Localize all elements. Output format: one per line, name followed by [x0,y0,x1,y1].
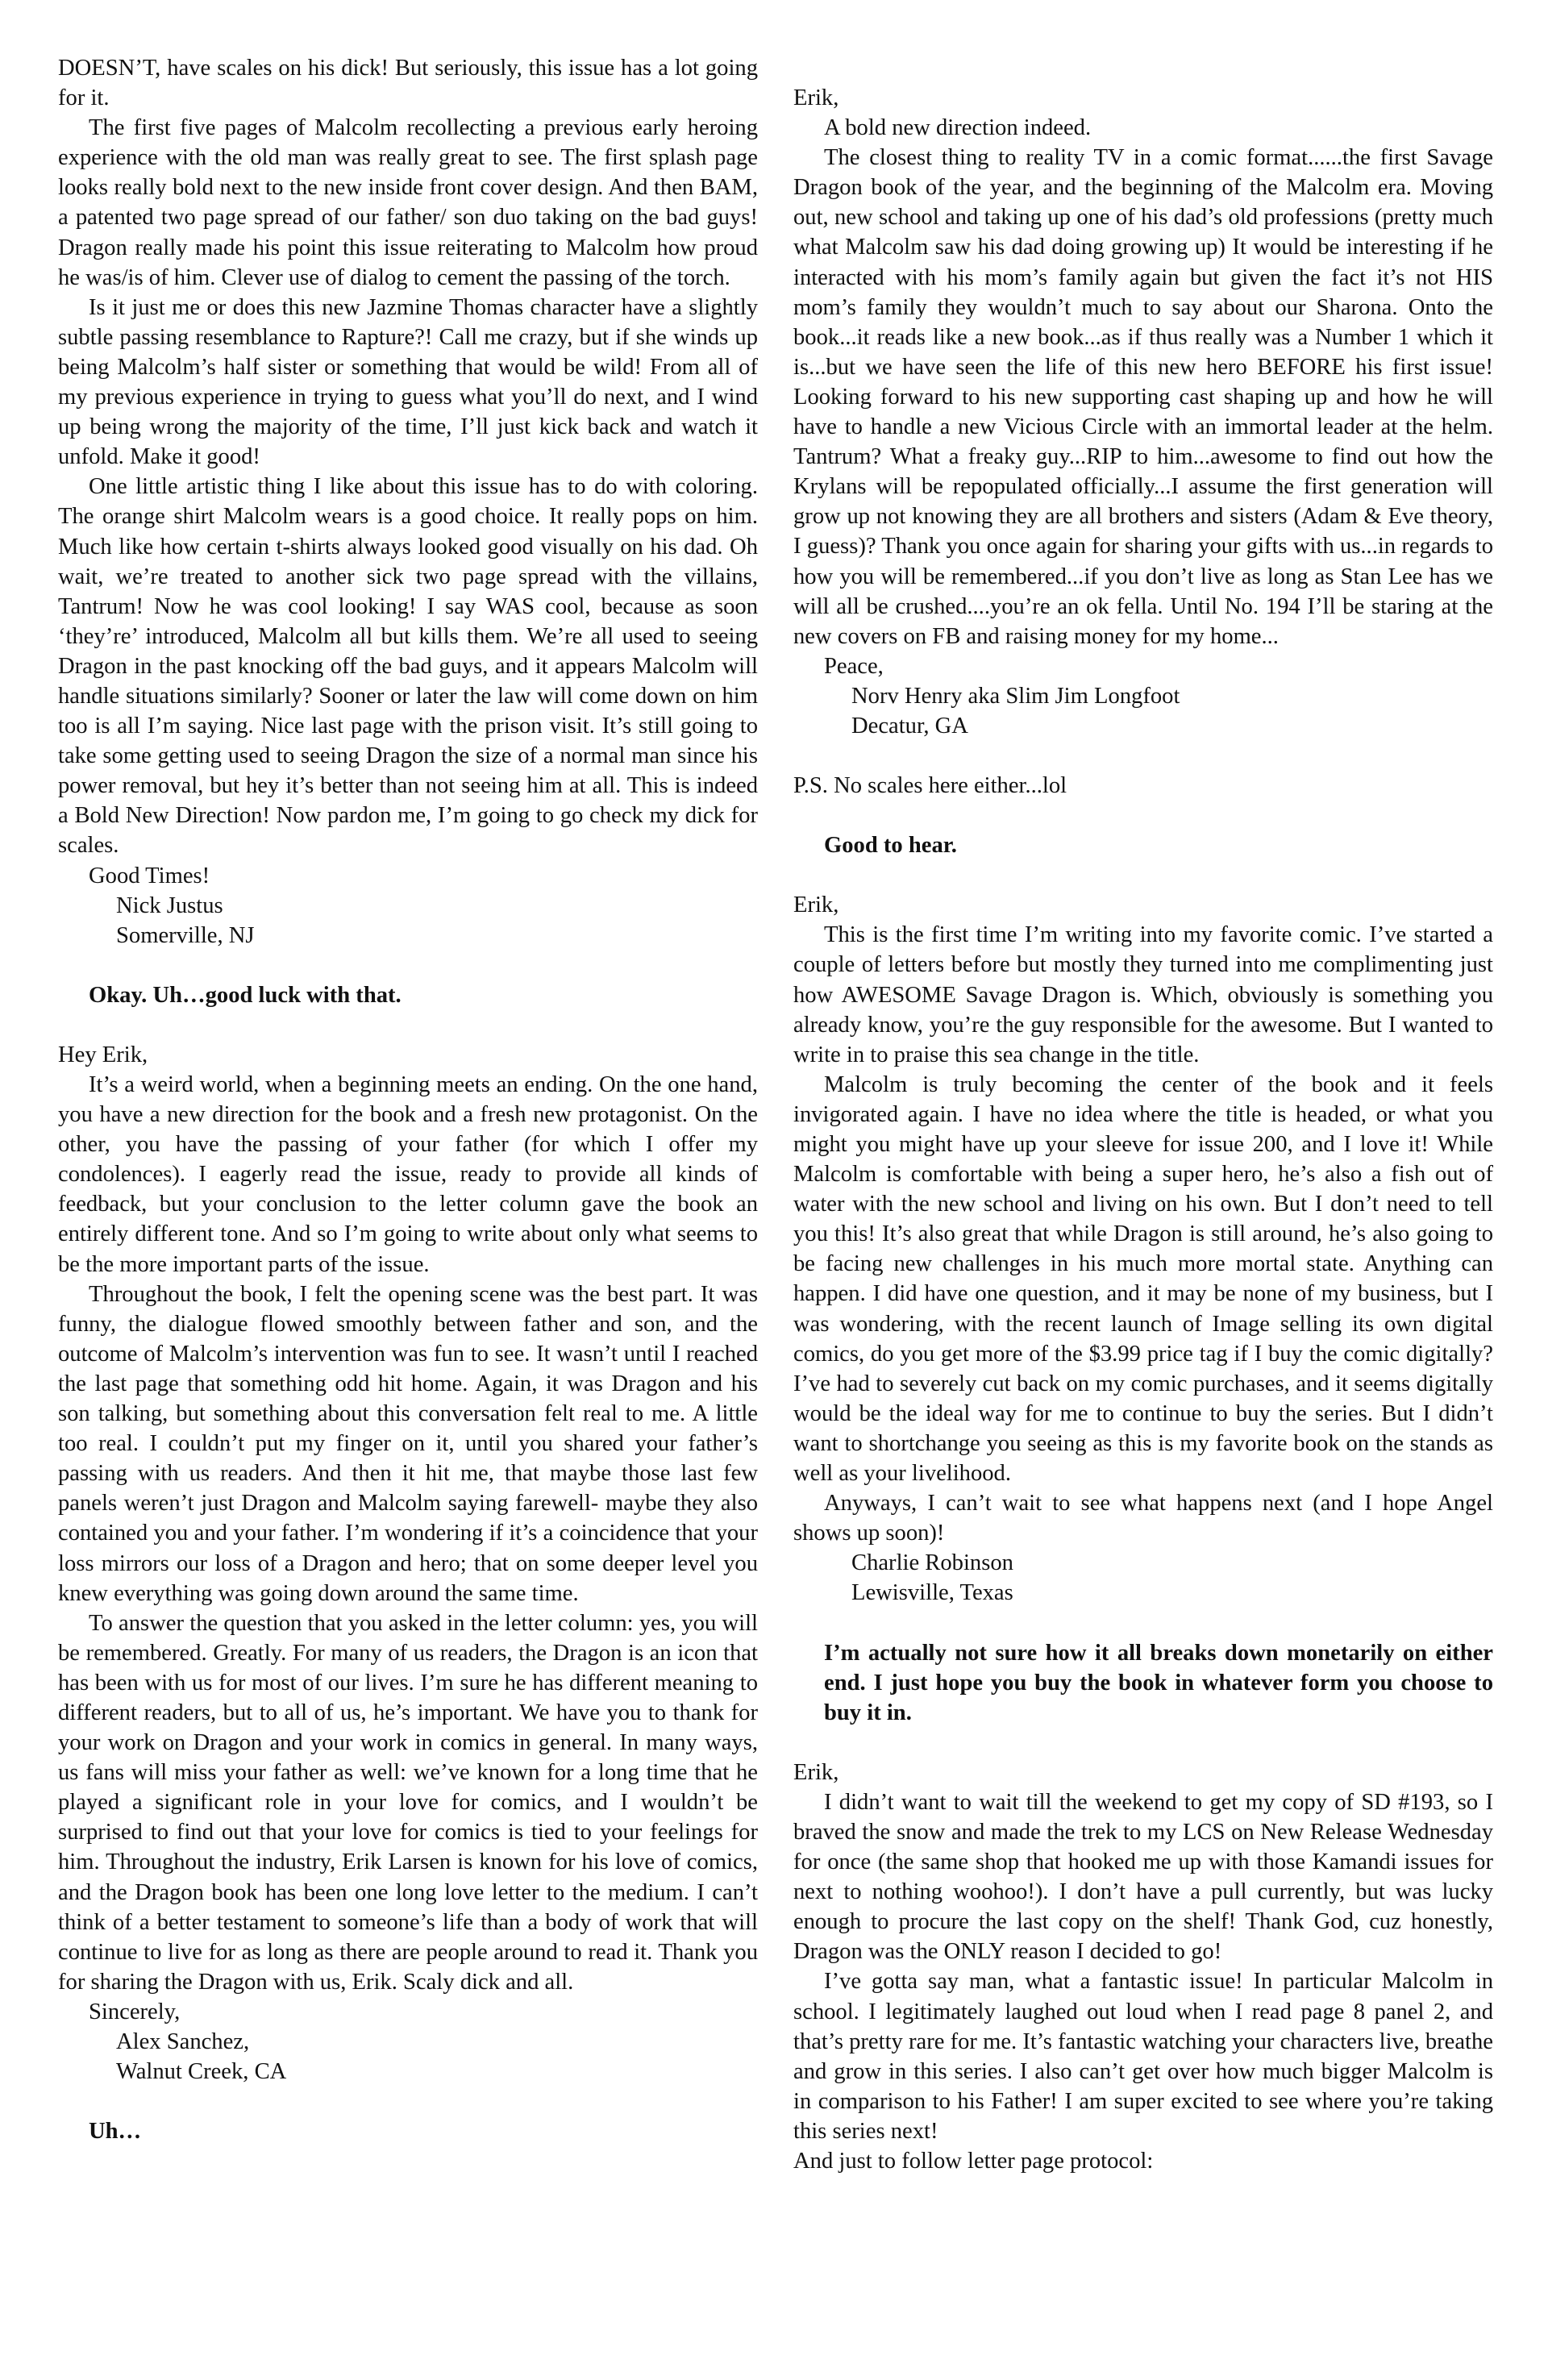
letter-salutation: Erik, [793,85,839,110]
letter-salutation: Erik, [793,892,839,918]
letter-paragraph: One little artistic thing I like about this issue has to do with coloring. The orange shirt Malcolm wears is a good choice. It really pops on him. Much like how certain t-shirts always looked good visually on his dad. Oh wait, we’re treated to another sick two page spread with the villains, Tantrum! Now he was cool looking! I say WAS cool, because as soon ‘they’re’ introduced, Malcolm all but kills them. We’re all used to seeing Dragon in the past knocking off the bad guys, and it appears Malcolm will handle situations similarly? Sooner or later the law will come down on him too is all I’m saying. Nice last page with the prison visit. It’s still going to take some getting used to seeing Dragon the size of a normal man since his power removal, but hey it’s better than not seeing him at all. This is indeed a Bold New Direction! Now pardon me, I’m going to go check my dick for scales. [58,474,758,859]
right-column [793,53,1493,2351]
signature-name: Charlie Robinson [851,1550,1013,1576]
signature-location: Somerville, NJ [116,922,255,948]
letter-paragraph: Throughout the book, I felt the opening scene was the best part. It was funny, the dialogue flowed smoothly between father and son, and the outcome of Malcolm’s intervention was fun to see. It wasn’t until I reached the last page that something odd hit home. Again, it was Dragon and his son talking, but something about this conversation felt real to me. A little too real. I couldn’t put my finger on it, until you shared your father’s passing with us readers. And then it hit me, that maybe those last few panels weren’t just Dragon and Malcolm saying farewell- maybe they also contained you and your father. I’m wondering if it’s a coincidence that your loss mirrors our loss of a Dragon and hero; that on some deeper level you knew everything was going down around the same time. [58,1281,758,1606]
letter-salutation: Erik, [793,1759,839,1785]
letter-paragraph: It’s a weird world, when a beginning meets an ending. On the one hand, you have a new direction for the book and a fresh new protagonist. On the other, you have the passing of your father (for which I offer my condolences). I eagerly read the issue, ready to provide all kinds of feedback, but your conclusion to the letter column gave the book an entirely different tone. And so I’m going to write about only what seems to be the more important parts of the issue. [58,1072,758,1277]
editor-response: Okay. Uh…good luck with that. [89,982,402,1008]
signature-location: Lewisville, Texas [851,1580,1013,1606]
editor-response: I’m actually not sure how it all breaks down monetarily on either end. I just hope you buy the book in whatever form you choose to buy it in. [824,1640,1493,1725]
signature-name: Nick Justus [116,892,223,918]
letters-page [58,53,1493,2351]
editor-response: Uh… [89,2119,142,2145]
letter-paragraph: A bold new direction indeed. [824,115,1092,141]
letter-final-line: And just to follow letter page protocol: [793,2149,1154,2174]
signature-location: Decatur, GA [851,713,968,739]
intro-paragraph: DOESN’T, have scales on his dick! But seriously, this issue has a lot going for it. [58,56,758,111]
letter-paragraph: This is the first time I’m writing into my favorite comic. I’ve started a couple of letters before but mostly they turned into me complimenting just how AWESOME Savage Dragon is. Which, obviously is something you already know, you’re the guy responsible for the awesome. But I wanted to write in to praise this sea change in the title. [793,922,1493,1067]
letter-paragraph: Malcolm is truly becoming the center of the book and it feels invigorated again. I have no idea where the title is headed, or what you might you might have up your sleeve for issue 200, and I love it! While Malcolm is comfortable with being a super hero, he’s also a fish out of water with the new school and living on his own. But I don’t need to tell you this! It’s also great that while Dragon is still around, he’s also going to be facing new challenges in his much more mortal state. Anything can happen. I did have one question, and it may be none of my business, but I was wondering, with the recent launch of Image selling its own digital comics, do you get more of the $3.99 price tag if I buy the comic digitally? I’ve had to severely cut back on my comic purchases, and it seems digitally would be the ideal way for me to continue to buy the series. But I didn’t want to shortchange you seeing as this is my favorite book on the stands as well as your livelihood. [793,1071,1493,1487]
letter-closing: Sincerely, [89,1999,181,2024]
editor-response: Good to hear. [824,833,957,859]
signature-location: Walnut Creek, CA [116,2059,287,2085]
letter-paragraph: Is it just me or does this new Jazmine Thomas character have a slightly subtle passing resemblance to Rapture?! Call me crazy, but if she winds up being Malcolm’s half sister or something that would be wild! From all of my previous experience in trying to guess what you’ll do next, and I wind up being wrong the majority of the time, I’ll just kick back and watch it unfold. Make it good! [58,294,758,470]
letter-paragraph: I’ve gotta say man, what a fantastic issue! In particular Malcolm in school. I legitimately laughed out loud when I read page 8 panel 2, and that’s pretty rare for me. It’s fantastic watching your characters live, breathe and grow in this series. I also can’t get over how much bigger Malcolm is in comparison to his Father! I am super excited to see where you’re taking this series next! [793,1969,1493,2144]
letter-paragraph: The first five pages of Malcolm recollecting a previous early heroing experience with the old man was really great to see. The first splash page looks really bold next to the new inside front cover design. And then BAM, a patented two page spread of our father/ son duo taking on the bad guys! Dragon really made his point this issue reiterating to Malcolm how proud he was/is of him. Clever use of dialog to cement the passing of the torch. [58,115,758,290]
letter-paragraph: I didn’t want to wait till the weekend to get my copy of SD #193, so I braved the snow and made the trek to my LCS on New Release Wednesday for once (the same shop that hooked me up with those Kamandi issues for next to nothing woohoo!). I don’t have a pull currently, but was lucky enough to procure the last copy on the shelf! Thank God, cuz honestly, Dragon was the ONLY reason I decided to go! [793,1789,1493,1965]
postscript: P.S. No scales here either...lol [793,773,1067,799]
letter-paragraph: Anyways, I can’t wait to see what happens next (and I hope Angel shows up soon)! [793,1491,1493,1546]
letter-paragraph: To answer the question that you asked in the letter column: yes, you will be remembered. Greatly. For many of us readers, the Dragon is an icon that has been with us for most of our lives. I’m sure he has different meaning to different readers, but to all of us, he’s important. We have you to thank for your work on Dragon and your work in comics in general. In many ways, us fans will miss your father as well: we’ve known for a long time that he played a significant role in your love for comics, and I wouldn’t be surprised to find out that your love for comics is tied to your feelings for him. Throughout the industry, Erik Larsen is known for his love of comics, and the Dragon book has been one long love letter to the medium. I can’t think of a better testament to someone’s life than a body of work that will continue to live for as long as there are people around to read it. Thank you for sharing the Dragon with us, Erik. Scaly dick and all. [58,1610,758,1995]
letter-paragraph: The closest thing to reality TV in a comic format......the first Savage Dragon book of the year, and the beginning of the Malcolm era. Moving out, new school and taking up one of his dad’s old professions (pretty much what Malcolm saw his dad doing growing up) It would be interesting if he interacted with his mom’s family again but given the fact it’s not HIS mom’s family they wouldn’t much to say about our Sharona. Onto the book...it reads like a new book...as if thus really was a Number 1 which it is...but we have seen the life of this new hero BEFORE his first issue! Looking forward to his new supporting cast shaping up and how he will have to handle a new Vicious Circle with an immortal leader at the helm. Tantrum? What a freaky guy...RIP to him...awesome to find out how the Krylans will be repopulated officially...I assume the first generation will grow up not knowing they are all brothers and sisters (Adam & Eve theory, I guess)? Thank you once again for sharing your gifts with us...in regards to how you will be remembered...if you don’t live as long as Stan Lee has we will all be crushed....you’re an ok fella. Until No. 194 I’ll be staring at the new covers on FB and raising money for my home... [793,145,1493,649]
letter-salutation: Hey Erik, [58,1042,148,1067]
letter-closing: Peace, [824,653,884,679]
signature-name: Alex Sanchez, [116,2029,250,2054]
signature-name: Norv Henry aka Slim Jim Longfoot [851,683,1180,709]
letter-closing: Good Times! [89,863,210,888]
left-column [58,53,758,2351]
